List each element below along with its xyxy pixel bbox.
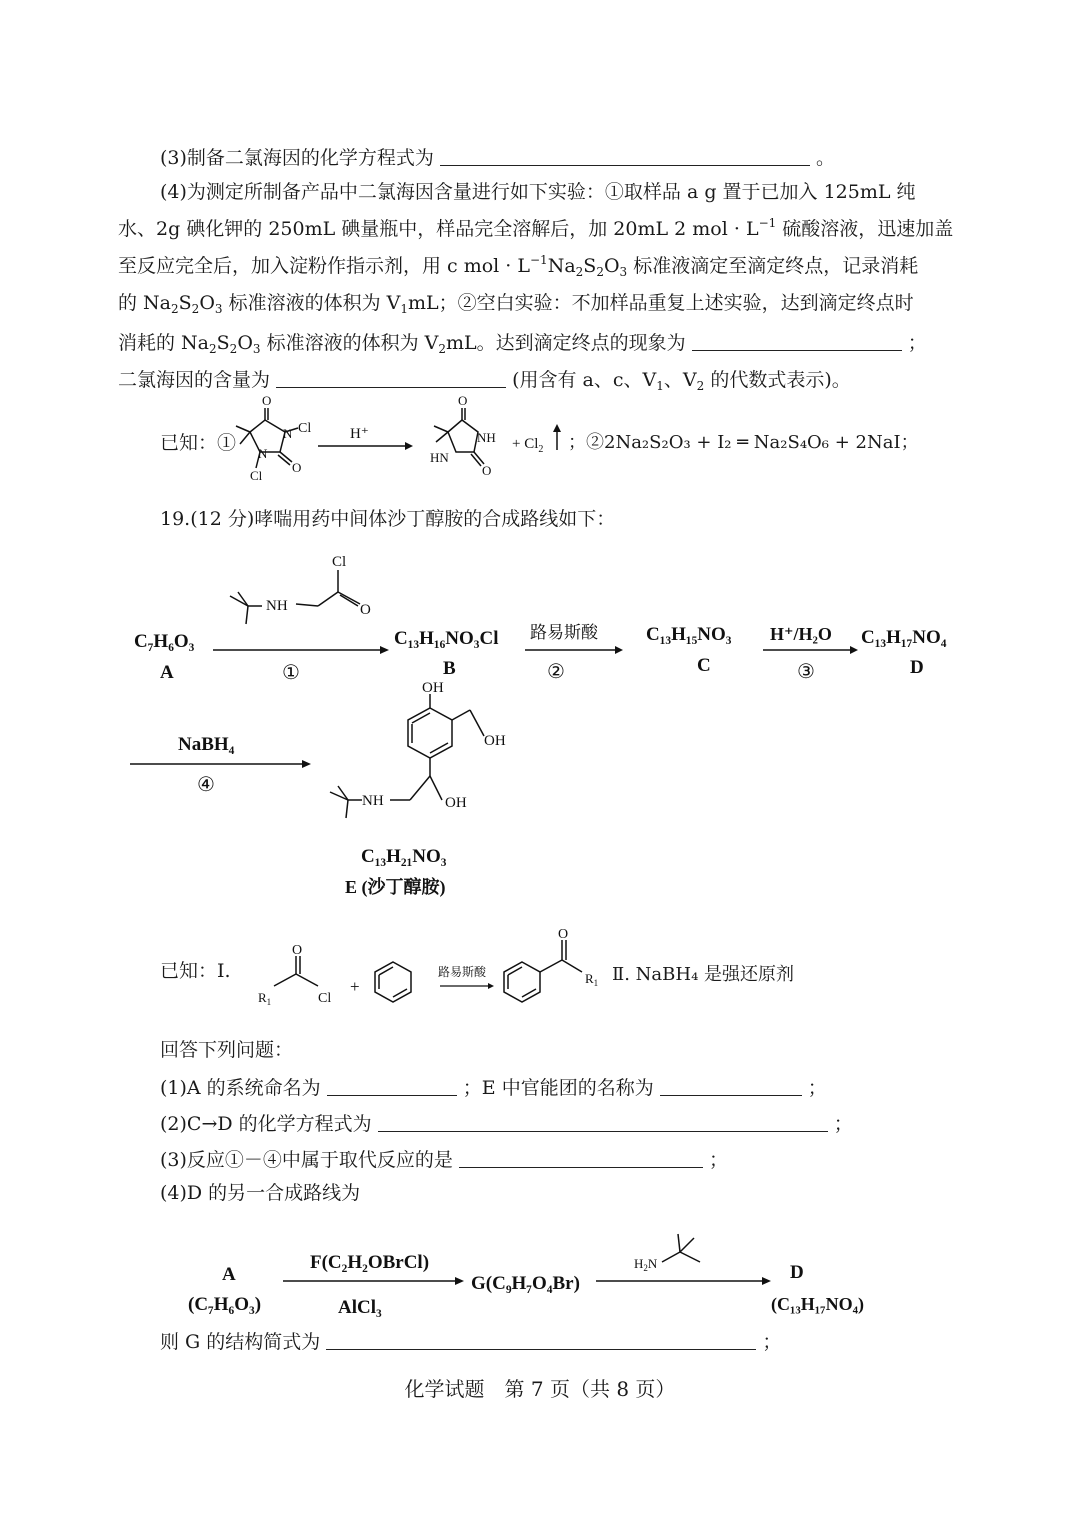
answer-blank[interactable] xyxy=(660,1076,802,1096)
oh-label: OH xyxy=(445,795,467,811)
tbu-amine-reagent-structure xyxy=(230,570,360,624)
answer-intro: 回答下列问题： xyxy=(160,1039,294,1061)
q18-part4-line4: 的 $Na_2S_2O_3$ 标准溶液的体积为 $V_1mL$；②空白实验：不加样品重复上述实验，达到滴定终点时 xyxy=(118,292,914,316)
n-cl-label: Cl xyxy=(298,421,312,436)
h2n-label: $H_2N$ xyxy=(634,1256,658,1273)
tert-butylamine-structure xyxy=(662,1234,700,1262)
benzene-structure xyxy=(375,962,411,1002)
reagent-F: F(C₂H₂OBrCl) xyxy=(310,1252,430,1273)
arrow-head xyxy=(488,983,494,989)
arrow-head xyxy=(615,646,623,654)
nh-label: NH xyxy=(266,598,288,614)
alt-D-label: D xyxy=(790,1262,804,1283)
step-2-label: ② xyxy=(547,661,565,683)
hn-label: HN xyxy=(430,450,449,465)
r1-label: $R_1$ xyxy=(585,971,599,988)
nh-label: NH xyxy=(362,793,384,809)
q19-question-3: (3)反应①－④中属于取代反应的是 ； xyxy=(160,1149,729,1171)
q18-part4-line1: (4)为测定所制备产品中二氯海因含量进行如下实验：①取样品 a g 置于已加入 125mL 纯 xyxy=(160,181,916,203)
step-4-label: ④ xyxy=(197,774,215,796)
oxygen-label: O xyxy=(292,460,302,475)
acyl-chloride-structure xyxy=(274,956,318,986)
oh-label: OH xyxy=(484,733,506,749)
q18-known-label: 已知：① xyxy=(160,432,237,454)
oxygen-label: O xyxy=(458,393,468,408)
nitrogen-label: N xyxy=(283,426,293,441)
q19-question-4-G: 则 G 的结构简式为 ； xyxy=(160,1331,782,1353)
catalyst-AlCl3: AlCl₃ xyxy=(338,1297,382,1318)
q18-part4-line2: 水、2g 碘化钾的 250mL 碘量瓶中，样品完全溶解后，加 20mL 2 mol · $L^{-1}$ 硫酸溶液，迅速加盖 xyxy=(118,216,954,240)
arrow-head xyxy=(302,760,311,768)
q19-question-1: (1)A 的系统命名为 ；E 中官能团的名称为 ； xyxy=(160,1077,827,1099)
answer-blank[interactable] xyxy=(326,1330,756,1350)
aryl-ketone-structure xyxy=(504,940,582,1002)
answer-blank[interactable] xyxy=(459,1148,703,1168)
oxygen-label: O xyxy=(482,463,492,478)
compound-C-label: C xyxy=(697,655,711,676)
oxygen-label: O xyxy=(292,943,303,958)
compound-E-formula: C₁₃H₂₁NO₃ xyxy=(361,846,447,867)
step-3-label: ③ xyxy=(797,661,815,683)
nitrogen-label: N xyxy=(258,446,268,461)
chlorine-label: Cl xyxy=(332,554,347,570)
step-4-reagent: NaBH₄ xyxy=(178,734,235,755)
oh-label: OH xyxy=(422,680,444,696)
gas-arrow-head xyxy=(553,424,561,432)
chlorine-label: Cl xyxy=(318,991,332,1006)
arrow-head xyxy=(762,1277,771,1285)
known-reagent: 路易斯酸 xyxy=(438,965,487,979)
step-1-label: ① xyxy=(282,662,300,684)
plus-sign: + xyxy=(350,977,360,996)
q18-part4-line6: 二氯海因的含量为 (用含有 a、c、$V_1$、$V_2$ 的代数式表示)。 xyxy=(118,369,851,393)
answer-blank[interactable] xyxy=(327,1076,457,1096)
alt-A-label: A xyxy=(222,1264,236,1285)
answer-blank[interactable] xyxy=(378,1112,828,1132)
q19-known-II: Ⅱ. NaBH₄ 是强还原剂 xyxy=(612,964,795,985)
compound-B-label: B xyxy=(443,658,456,679)
oxygen-label: O xyxy=(360,602,371,618)
compound-A-formula: C₇H₆O₃ xyxy=(134,631,195,652)
arrow-head xyxy=(850,646,858,654)
compound-D-formula: C₁₃H₁₇NO₄ xyxy=(861,627,947,648)
compound-E-label: E (沙丁醇胺) xyxy=(345,877,446,897)
compound-D-label: D xyxy=(910,657,924,678)
page-footer: 化学试题 第 7 页（共 8 页） xyxy=(404,1377,676,1401)
compound-B-formula: C₁₃H₁₆NO₃Cl xyxy=(394,628,499,649)
q18-known-tail: ；②2Na₂S₂O₃ + I₂ ═ Na₂S₄O₆ + 2NaI； xyxy=(568,432,919,453)
q19-question-4: (4)D 的另一合成路线为 xyxy=(160,1182,361,1204)
step-3-reagent: H⁺/H₂O xyxy=(770,624,832,644)
oxygen-label: O xyxy=(262,393,272,408)
arrow-head xyxy=(455,1277,464,1285)
q18-part3: (3)制备二氯海因的化学方程式为 。 xyxy=(160,147,836,169)
known-reagent: H⁺ xyxy=(350,426,369,442)
oxygen-label: O xyxy=(558,927,569,942)
arrow-head xyxy=(380,646,389,654)
q19-question-2: (2)C→D 的化学方程式为 ； xyxy=(160,1113,853,1135)
compound-C-formula: C₁₃H₁₅NO₃ xyxy=(646,624,732,645)
r1-label: $R_1$ xyxy=(258,990,272,1007)
q18-part4-line3: 至反应完全后，加入淀粉作指示剂，用 c mol · $L^{-1}Na_2S_2O_3$ 标准液滴定至滴定终点，记录消耗 xyxy=(118,253,919,279)
compound-A-label: A xyxy=(160,662,174,683)
q19-known-label: 已知：Ⅰ. xyxy=(160,960,231,982)
nh-label: NH xyxy=(477,430,496,445)
alt-A-formula: (C₇H₆O₃) xyxy=(188,1294,262,1315)
q19-header: 19.(12 分)哮喘用药中间体沙丁醇胺的合成路线如下： xyxy=(160,508,616,530)
q18-part4-line5: 消耗的 $Na_2S_2O_3$ 标准溶液的体积为 $V_2mL$。达到滴定终点的现象为 ； xyxy=(118,332,927,356)
chlorine-label: Cl xyxy=(250,468,263,483)
step-2-reagent: 路易斯酸 xyxy=(530,623,598,642)
arrow-head xyxy=(405,442,413,450)
compound-G: G(C₉H₇O₄Br) xyxy=(471,1273,580,1294)
alt-D-formula: (C₁₃H₁₇NO₄) xyxy=(771,1294,864,1314)
cl2-label: + $Cl_2$ xyxy=(512,436,544,455)
